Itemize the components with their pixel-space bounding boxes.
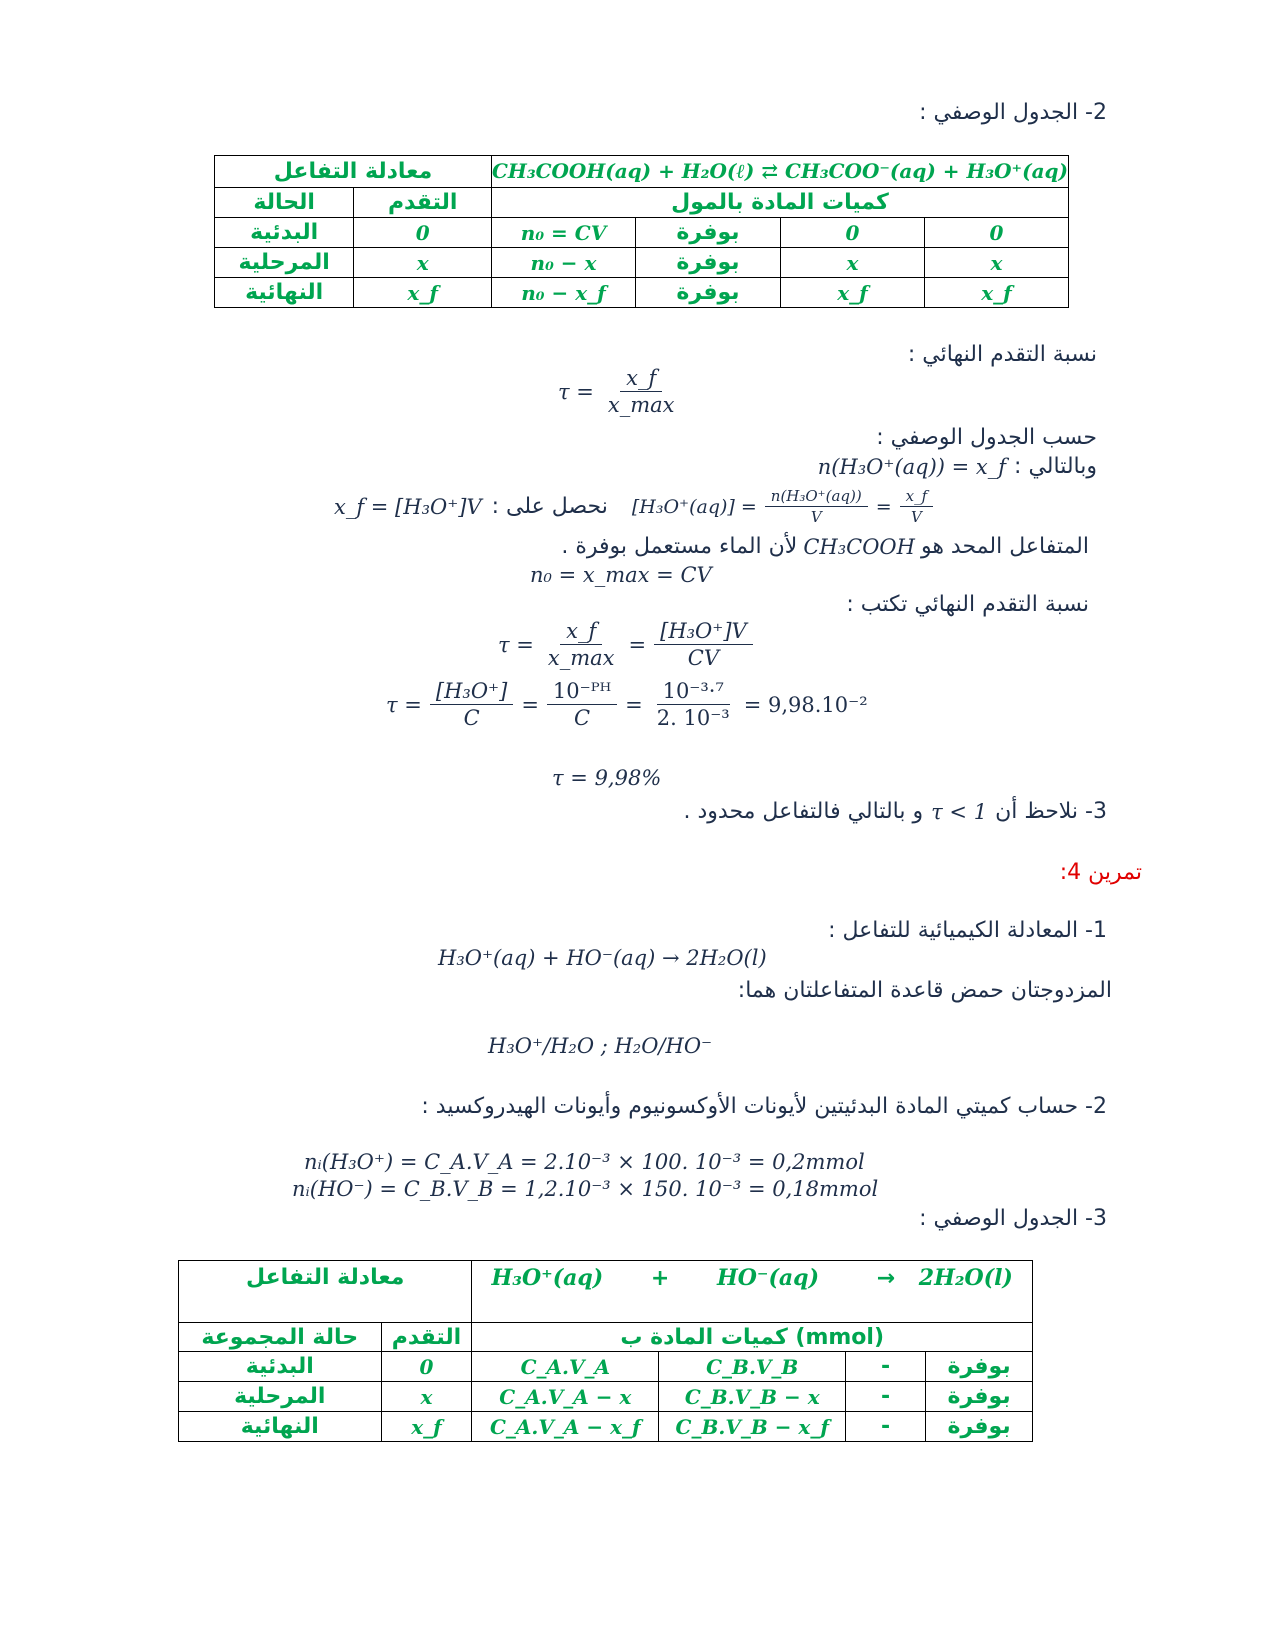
s3-math: τ < 1 — [931, 800, 988, 824]
concentration-line: x_f = [H₃O⁺]V نحصل على : [H₃O⁺(aq)] = $\frac{\text{n(H₃O⁺(aq))}}{V}$ = $\frac{x\_f}{V}$ — [334, 486, 933, 527]
calc-h3o: nᵢ(H₃O⁺) = C_A.V_A = 2.10⁻³ × 100. 10⁻³ = 0,2mmol — [304, 1150, 865, 1174]
tau-lhs: τ = — [558, 379, 594, 404]
eq-product: 2H₂O(l) — [918, 1265, 1013, 1291]
limiting-post: لأن الماء مستعمل بوفرة . — [561, 534, 798, 559]
table-row — [215, 218, 1069, 248]
calc-ho: nᵢ(HO⁻) = C_B.V_B = 1,2.10⁻³ × 150. 10⁻³ = 0,18mmol — [292, 1177, 879, 1201]
conc-numerator-2: x_f — [900, 486, 934, 507]
ex4-q1: 1- المعادلة الكيميائية للتفاعل : — [828, 918, 1107, 943]
progress-cell: x — [381, 1382, 472, 1412]
amount-cell: - — [846, 1412, 926, 1442]
progress-cell: x — [354, 248, 492, 278]
tau-title: نسبة التقدم النهائي : — [907, 342, 1097, 367]
s3-post: و بالتالي فالتفاعل محدود . — [683, 799, 924, 824]
calc1-den1: x_max — [547, 646, 615, 670]
amount-cell: بوفرة — [926, 1352, 1033, 1382]
n0-equation: n₀ = x_max = CV — [530, 563, 712, 587]
amount-cell: C_B.V_B − x_f — [659, 1412, 846, 1442]
amount-cell: بوفرة — [926, 1412, 1033, 1442]
ex4-q3: 3- الجدول الوصفي : — [919, 1206, 1107, 1231]
progress-cell: 0 — [381, 1352, 472, 1382]
limiting-formula: CH₃COOH — [803, 535, 915, 559]
amounts-label: كميات المادة بالمول — [492, 188, 1069, 218]
amount-cell: - — [846, 1382, 926, 1412]
state-cell: البدئية — [179, 1352, 382, 1382]
table-row — [179, 1352, 1033, 1382]
state-cell: البدئية — [215, 218, 354, 248]
eq-plus: + — [650, 1266, 670, 1291]
tau-fraction — [602, 365, 681, 418]
calc2-result: = 9,98.10⁻² — [743, 692, 868, 717]
limiting-line — [561, 532, 1089, 562]
amounts-label: كميات المادة ب (mmol) — [472, 1323, 1033, 1352]
amount-cell: بوفرة — [636, 218, 781, 248]
reaction-equation-cell — [472, 1261, 1033, 1323]
tau-numerator: x_f — [620, 365, 662, 392]
tau-calc-2: τ = $\frac{\text{[H₃O⁺]}}{C}$ = $\frac{\text{10⁻ᴾᴴ}}{C}$ = $\frac{\text{10⁻³·⁷}}{\text{2. 10⁻³}}$ = 9,98.10⁻² — [386, 679, 868, 730]
exercise-4-title: تمرين 4: — [1059, 860, 1142, 885]
calc2-num1: [H₃O⁺] — [430, 678, 513, 705]
calc2-den2: C — [574, 706, 591, 730]
eq-arrow: → — [876, 1266, 896, 1291]
amount-cell: C_A.V_A − x — [472, 1382, 659, 1412]
state-cell: النهائية — [215, 278, 354, 308]
amount-cell: n₀ − x — [492, 248, 636, 278]
concentration-lhs: [H₃O⁺(aq)] = — [631, 495, 757, 518]
eq-reactant-b: HO⁻(aq) — [716, 1265, 819, 1291]
amount-cell: x — [924, 248, 1068, 278]
n-line-suffix: وبالتالي : — [1014, 454, 1097, 479]
calc1-num2: [H₃O⁺]V — [654, 618, 753, 645]
calc1-lhs: τ = — [498, 632, 534, 657]
calc1-den2: CV — [687, 646, 720, 670]
state-label: حالة المجموعة — [179, 1323, 382, 1352]
xf-equation: x_f = [H₃O⁺]V — [334, 494, 482, 519]
limiting-pre: المتفاعل المحد هو — [920, 534, 1089, 559]
tau-percent: τ = 9,98% — [552, 766, 662, 790]
tau-written: نسبة التقدم النهائي تكتب : — [846, 592, 1089, 617]
conc-numerator: n(H₃O⁺(aq)) — [765, 486, 868, 507]
tau-calc-1: τ = $\frac{x\_f}{x\_\max}$ = $\frac{\text{[H₃O⁺]V}}{CV}$ — [498, 618, 753, 671]
concentration-fraction — [765, 486, 868, 527]
acid-base-couples: H₃O⁺/H₂O ; H₂O/HO⁻ — [488, 1034, 713, 1058]
descriptive-table-1 — [214, 155, 1069, 308]
amount-cell: بوفرة — [636, 278, 781, 308]
amount-cell: n₀ = CV — [492, 218, 636, 248]
amount-cell: بوفرة — [636, 248, 781, 278]
amount-cell: C_A.V_A — [472, 1352, 659, 1382]
conc-denominator-2: V — [910, 508, 922, 526]
reaction-equation: CH₃COOH(aq) + H₂O(ℓ) ⇄ CH₃COO⁻(aq) + H₃O⁺(aq) — [492, 156, 1069, 188]
calc1-num1: x_f — [560, 618, 602, 645]
calc2-num2: 10⁻ᴾᴴ — [547, 678, 617, 705]
amount-cell: C_B.V_B − x — [659, 1382, 846, 1412]
calc2-lhs: τ = — [386, 692, 422, 717]
according-table: حسب الجدول الوصفي : — [876, 425, 1097, 450]
s3-pre: 3- نلاحظ أن — [995, 799, 1107, 824]
tau-definition — [558, 365, 681, 418]
equation-label: معادلة التفاعل — [179, 1261, 472, 1323]
conc-denominator: V — [810, 508, 822, 526]
ex4-q2: 2- حساب كميتي المادة البدئيتين لأيونات الأوكسونيوم وأيونات الهيدروكسيد : — [421, 1094, 1107, 1119]
progress-cell: x_f — [354, 278, 492, 308]
eq-reactant-a: H₃O⁺(aq) — [491, 1265, 604, 1291]
state-cell: المرحلية — [215, 248, 354, 278]
calc2-num3: 10⁻³·⁷ — [657, 678, 730, 705]
amount-cell: x_f — [781, 278, 925, 308]
amount-cell: C_B.V_B — [659, 1352, 846, 1382]
amount-cell: - — [846, 1352, 926, 1382]
n-line — [818, 452, 1097, 482]
calc2-den3: 2. 10⁻³ — [656, 706, 730, 730]
tau-denominator: x_max — [607, 393, 675, 417]
table-row — [179, 1412, 1033, 1442]
section-2-heading: 2- الجدول الوصفي : — [919, 100, 1107, 125]
amount-cell: C_A.V_A − x_f — [472, 1412, 659, 1442]
amount-cell: x_f — [924, 278, 1068, 308]
amount-cell: x — [781, 248, 925, 278]
progress-cell: x_f — [381, 1412, 472, 1442]
calc2-den1: C — [463, 706, 480, 730]
amount-cell: 0 — [781, 218, 925, 248]
state-cell: المرحلية — [179, 1382, 382, 1412]
amount-cell: بوفرة — [926, 1382, 1033, 1412]
obtain-text: نحصل على : — [491, 493, 608, 519]
amount-cell: 0 — [924, 218, 1068, 248]
table-row — [215, 278, 1069, 308]
concentration-fraction-2 — [900, 486, 934, 527]
reaction-equation-2: H₃O⁺(aq) + HO⁻(aq) → 2H₂O(l) — [438, 946, 767, 970]
state-label: الحالة — [215, 188, 354, 218]
couples-text: المزدوجتان حمض قاعدة المتفاعلتان هما: — [737, 978, 1112, 1003]
progress-label: التقدم — [381, 1323, 472, 1352]
state-cell: النهائية — [179, 1412, 382, 1442]
n-equation: n(H₃O⁺(aq)) = x_f — [817, 455, 1007, 479]
table-row — [179, 1382, 1033, 1412]
table-row — [215, 248, 1069, 278]
section-3 — [683, 797, 1107, 827]
equation-label: معادلة التفاعل — [215, 156, 492, 188]
progress-label: التقدم — [354, 188, 492, 218]
descriptive-table-2 — [178, 1260, 1033, 1442]
progress-cell: 0 — [354, 218, 492, 248]
amount-cell: n₀ − x_f — [492, 278, 636, 308]
